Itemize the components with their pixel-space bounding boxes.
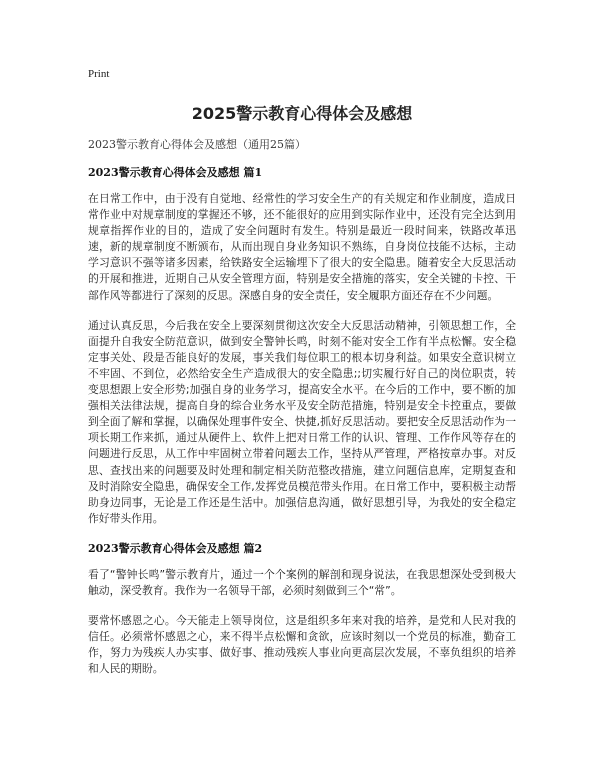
document-page — [88, 62, 516, 691]
section-heading: 2023警示教育心得体会及感想 篇1 — [88, 166, 263, 179]
section-2 — [88, 541, 516, 678]
paragraph: 在日常工作中，由于没有自觉地、经常性的学习安全生产的有关规定和作业制度，造成日常作业中对规章制度的掌握还不够，还不能很好的应用到实际作业中，还没有完全达到用规章指挥作业的目的，造成了安全问题时有发生。特别是最近一段时间来，铁路改革迅速，新的规章制度不断颁布，从而出现自身业务知识不熟练，自身岗位技能不达标，主动学习意识不强等诸多因素，给铁路安全运输埋下了很大的安全隐患。随着安全大反思活动的开展和推进，近期自己从安全管理方面，特别是安全措施的落实，安全关键的卡控、干部作风等都进行了深刻的反思。深感自身的安全责任，安全履职方面还存在不少问题。 — [88, 192, 516, 302]
section-heading: 2023警示教育心得体会及感想 篇2 — [88, 541, 263, 555]
section-1 — [88, 165, 516, 527]
print-link[interactable]: Print — [88, 68, 110, 80]
paragraph: 通过认真反思，今后我在安全上要深刻贯彻这次安全大反思活动精神，引领思想工作，全面提升自我安全防范意识，做到安全警钟长鸣，时刻不能对安全工作有半点松懈。安全稳定事关处、段是否能良好的发展，事关我们每位职工的根本切身利益。如果安全意识树立不牢固、不到位，必然给安全生产造成很大的安全隐患;;切实履行好自己的岗位职责，转变思想跟上安全形势;加强自身的业务学习，提高安全水平。在今后的工作中，要不断的加强相关法律法规，提高自身的综合业务水平及安全防范措施，特别是安全卡控重点，要做到全面了解和掌握，以确保处理事件安全、快捷,抓好反思活动。要把安全反思活动作为一项长期工作来抓，通过从硬件上、软件上把对日常工作的认识、管理、工作作风等存在的问题进行反思，从工作中牢固树立带着问题去工作，坚持从严管理，严格按章办事。对反思、查找出来的问题要及时处理和制定相关防范整改措施，建立问题信息库，定期复查和及时消除安全隐患，确保安全工作,发挥党员模范带头作用。在日常工作中，要积极主动帮助身边同事，无论是工作还是生活中。加强信息沟通，做好思想引导，为我处的安全稳定作好带头作用。 — [88, 318, 516, 525]
page-title: 2025警示教育心得体会及感想 — [191, 104, 413, 123]
paragraph: 看了“警钟长鸣”警示教育片，通过一个个案例的解剖和现身说法，在我思想深处受到极大触动，深受教育。我作为一名领导干部，必须时刻做到三个“常”。 — [88, 567, 516, 597]
document-subtitle: 2023警示教育心得体会及感想（通用25篇） — [88, 138, 306, 151]
paragraph: 要常怀感恩之心。今天能走上领导岗位，这是组织多年来对我的培养，是党和人民对我的信任。必须常怀感恩之心，来不得半点松懈和贪欲，应该时刻以一个党员的标准，勤奋工作，努力为残疾人办实事、做好事、推动残疾人事业向更高层次发展，不辜负组织的培养和人民的期盼。 — [88, 614, 516, 676]
